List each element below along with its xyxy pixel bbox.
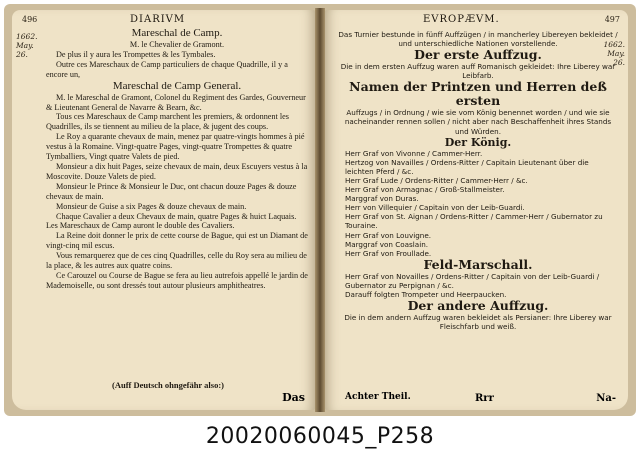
right-paragraph: Der König.: [444, 135, 512, 149]
right-paragraph: Die in dem ersten Auffzug waren auff Romanisch gekleidet: Ihre Liberey war Leibfarb.: [340, 62, 616, 81]
right-paragraph: Herr Graf von St. Aignan / Ordens-Ritter / Cammer-Herr / Gubernator zu Touraine.: [345, 212, 603, 231]
left-paragraph: Le Roy a quarante chevaux de main, menez par quatre-vingts hommes à pié vestus à la Romaine. Vingt-quatre Pages, vingt-quatre Trompettes & quatre Tymballiers, Vingt quatre Valets de pied.: [46, 132, 305, 162]
side-note-year: 1662.: [603, 40, 625, 49]
left-paragraph: Monsieur de Guise a six Pages & douze chevaux de main.: [56, 201, 247, 211]
catchword-right: Na-: [596, 393, 616, 404]
running-head-right: EVROPÆVM.: [423, 14, 500, 25]
signature-mark: Rrr: [475, 393, 494, 404]
left-paragraph: Vous remarquerez que de ces cinq Quadrilles, celle du Roy sera au milieu de la place, & les autres aux quatre coins.: [46, 251, 307, 271]
right-page: [325, 10, 628, 410]
left-paragraph: Monsieur le Prince & Monsieur le Duc, ont chacun douze Pages & douze chevaux de main.: [46, 181, 297, 201]
left-body-text: [46, 27, 308, 291]
side-note-day: 26.: [613, 58, 625, 67]
left-paragraph: Mareschal de Camp.: [131, 27, 223, 39]
right-paragraph: Marggraf von Coaslain.: [345, 239, 429, 249]
right-paragraph: Herr Graf von Louvigne.: [345, 230, 432, 240]
right-paragraph: Das Turnier bestunde in fünff Auffzügen / in mancherley Libereyen bekleidet / und unterschiedliche Nationen vorstellende.: [338, 30, 618, 49]
left-paragraph: Monsieur a dix huit Pages, seize chevaux de main, deux Escuyers vestus à la Moscovite. Douze Valets de pied.: [46, 161, 308, 181]
right-paragraph: Marggraf von Duras.: [345, 194, 419, 204]
footer-note: (Auff Deutsch ohngefähr also:): [112, 380, 224, 390]
right-body-text: [337, 30, 619, 331]
left-paragraph: Chaque Cavalier a deux Chevaux de main, quatre Pages & huict Laquais. Les Mareschaux de Camp auront le double des Cavaliers.: [46, 211, 297, 231]
side-note-day: 26.: [16, 50, 28, 59]
running-head-left: DIARIVM: [130, 14, 186, 25]
side-note-left: [16, 32, 37, 59]
left-paragraph: M. le Mareschal de Gramont, Colonel du Regiment des Gardes, Gouverneur & Lieutenant General de Navarre & Bearn, &c.: [46, 92, 306, 112]
left-page: [12, 10, 315, 410]
right-paragraph: Auffzugs / in Ordnung / wie sie vom König benennet worden / und wie sie nacheinander rennen sollen / nicht aber nach Beschaffenheit ihres Stands und Würden.: [344, 108, 612, 136]
page-number-right: 497: [604, 15, 620, 24]
catchword-left: Das: [282, 391, 305, 404]
right-paragraph: Darauff folgten Trompeter und Heerpaucken.: [345, 289, 507, 299]
right-paragraph: Herr Graf von Armagnac / Groß-Stallmeister.: [345, 185, 505, 195]
left-paragraph: Ce Carouzel ou Course de Bague se fera au lieu autrefois appellé le jardin de Mademoiselle, ou sont dressés tout autour plusieurs amphitheatres.: [46, 270, 308, 290]
book-spread: [4, 4, 636, 416]
right-paragraph: Herr Graf von Novailles / Ordens-Ritter / Capitain von der Leib-Guardi / Gubernator zu Perpignan / &c.: [345, 271, 600, 290]
right-paragraph: Der andere Auffzug.: [407, 298, 549, 314]
gutter: [315, 8, 325, 412]
right-paragraph: Herr Graf von Froullade.: [345, 248, 432, 258]
left-paragraph: M. le Chevalier de Gramont.: [129, 40, 225, 49]
left-paragraph: La Reine doit donner le prix de cette course de Bague, qui est un Diamant de vingt-cinq mil escus.: [46, 231, 308, 251]
left-paragraph: Mareschal de Camp General.: [112, 79, 242, 92]
right-paragraph: Namen der Printzen und Herren deß ersten: [349, 79, 607, 109]
side-note-month: May.: [16, 41, 34, 50]
image-caption: 20020060045_P258: [205, 424, 435, 449]
right-paragraph: Hertzog von Navailles / Ordens-Ritter / Capitain Lieutenant über die leichten Pferd / &c.: [345, 157, 589, 176]
right-paragraph: Der erste Auffzug.: [414, 47, 542, 63]
right-paragraph: Herr von Villequier / Capitain von der Leib-Guardi.: [345, 203, 525, 213]
left-paragraph: De plus il y aura les Trompettes & les Tymbales.: [56, 49, 216, 59]
right-paragraph: Herr Graf von Vivonne / Cammer-Herr.: [345, 148, 483, 158]
right-paragraph: Herr Graf Lude / Ordens-Ritter / Cammer-Herr / &c.: [345, 175, 528, 185]
side-note-month: May.: [607, 49, 625, 58]
right-paragraph: Die in dem andern Auffzug waren bekleidet als Persianer: Ihre Liberey war Fleischfarb und weiß.: [344, 313, 612, 332]
right-paragraph: Feld-Marschall.: [423, 256, 533, 272]
left-paragraph: Tous ces Mareschaux de Camp marchent les premiers, & ordonnent les Quadrilles, ils se tiennent au milieu de la place, & jugent des coups.: [46, 112, 289, 132]
side-note-year: 1662.: [16, 32, 38, 41]
page-number-left: 496: [22, 15, 38, 24]
left-paragraph: Outre ces Mareschaux de Camp particuliers de chaque Quadrille, il y a encore un,: [46, 59, 288, 79]
signature-line: Achter Theil.: [345, 392, 411, 402]
